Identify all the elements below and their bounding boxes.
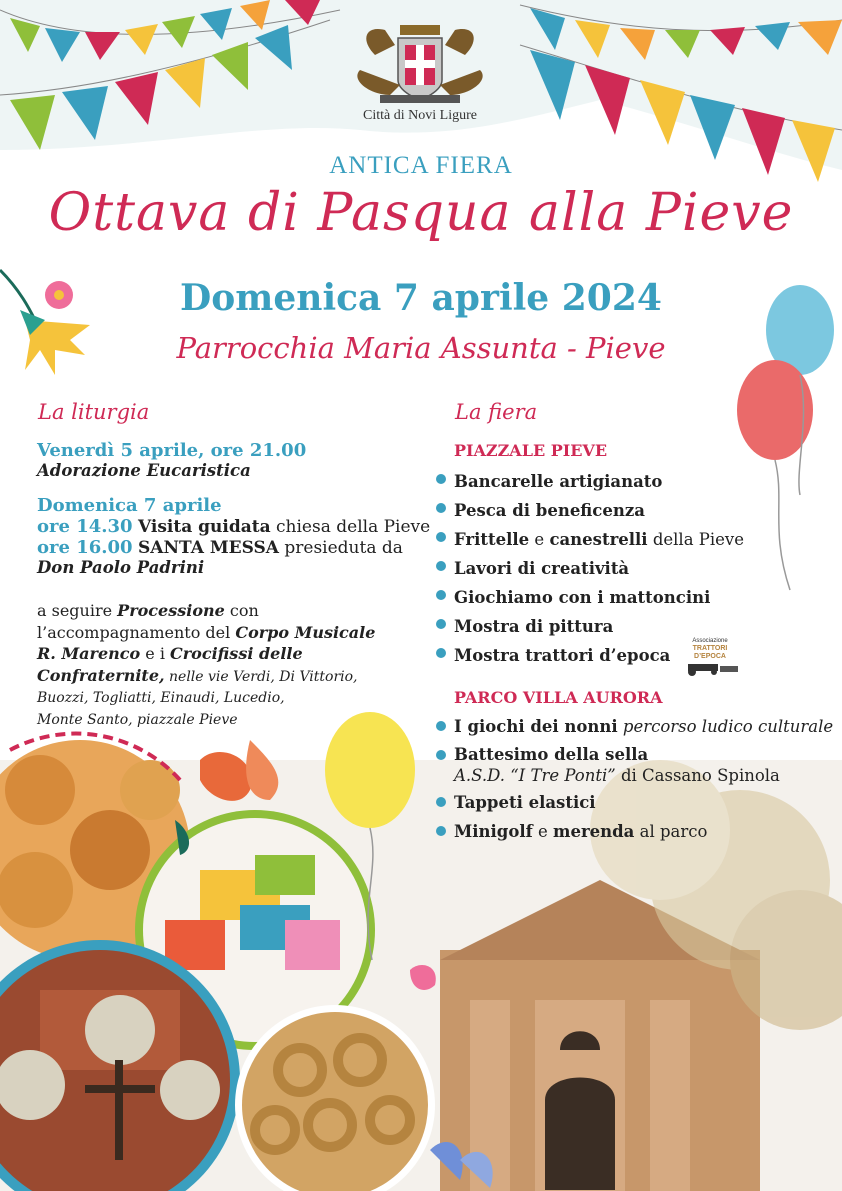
fair-heading: La fiera [455, 400, 538, 424]
mass-rest: presieduta da [278, 538, 403, 558]
liturgy-heading: La liturgia [38, 400, 150, 424]
parco-title: PARCO VILLA AURORA [454, 688, 663, 707]
list-item: Bancarelle artigianato [436, 467, 836, 496]
tractor-icon [678, 662, 742, 676]
friday-date: Venerdì 5 aprile, ore 21.00 [37, 440, 307, 461]
friday-event: Adorazione Eucaristica [37, 461, 251, 480]
event-date: Domenica 7 aprile 2024 [180, 277, 662, 319]
sunday-date: Domenica 7 aprile [37, 495, 222, 516]
liturgy-friday [37, 440, 437, 480]
parco-list [436, 714, 836, 845]
liturgy-sunday [37, 495, 437, 577]
list-item: I giochi dei nonni percorso ludico culturale [436, 714, 836, 740]
celebrant: Don Paolo Padrini [37, 558, 205, 577]
list-item: Giochiamo con i mattoncini [436, 583, 836, 612]
time-1: ore 14.30 [37, 516, 133, 537]
page-title: Ottava di Pasqua alla Pieve [48, 183, 794, 243]
sunday-line-1 [37, 516, 437, 537]
procession-line-1: a seguire Processione con [37, 601, 259, 620]
procession-line-3: R. Marenco e i Crocifissi delle [37, 644, 303, 663]
procession-line-5: Buozzi, Togliatti, Einaudi, Lucedio, [37, 690, 285, 706]
procession-text [37, 600, 437, 731]
fair-kicker: ANTICA FIERA [329, 152, 513, 179]
time-2: ore 16.00 [37, 537, 133, 558]
tour-rest: chiesa della Pieve [270, 517, 431, 537]
event-venue: Parrocchia Maria Assunta - Pieve [176, 331, 666, 365]
list-item: Mostra di pittura [436, 612, 836, 641]
list-item: Lavori di creatività [436, 554, 836, 583]
list-item: Frittelle e canestrelli della Pieve [436, 525, 836, 554]
sunday-line-2 [37, 537, 437, 558]
piazzale-title: PIAZZALE PIEVE [454, 441, 608, 460]
procession-line-6: Monte Santo, piazzale Pieve [37, 711, 238, 728]
procession-line-4: Confraternite, nelle vie Verdi, Di Vittorio, [37, 665, 358, 685]
tour-label: Visita guidata [137, 517, 271, 537]
list-item: Battesimo della sella A.S.D. “I Tre Ponti” di Cassano Spinola [436, 744, 836, 786]
city-name: Città di Novi Ligure [363, 108, 477, 123]
tractor-association-logo: Associazione TRATTORI D’EPOCA [678, 638, 742, 668]
piazzale-list [436, 467, 836, 670]
list-item: Mostra trattori d’epoca [436, 641, 836, 670]
list-item: Pesca di beneficenza [436, 496, 836, 525]
mass-label: SANTA MESSA [137, 538, 279, 558]
procession-line-2: l’accompagnamento del Corpo Musicale [37, 622, 376, 642]
list-item: Minigolf e merenda al parco [436, 819, 836, 845]
list-item: Tappeti elastici [436, 790, 836, 816]
